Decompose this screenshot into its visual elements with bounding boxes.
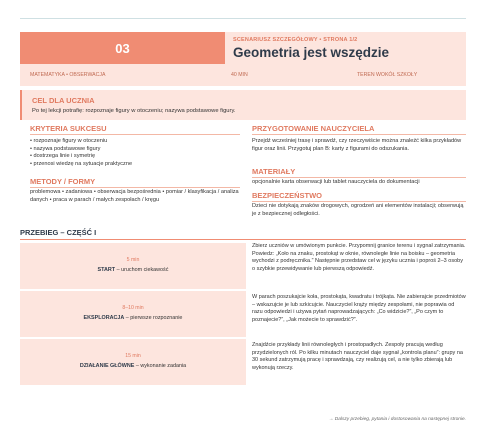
criteria-heading: KRYTERIA SUKCESU [30,124,107,133]
meta-place: TEREN WOKÓŁ SZKOŁY [357,72,418,78]
step-card-exploration [20,291,246,337]
criteria-item: • przenosi wiedzę na sytuacje praktyczne [30,161,240,169]
process-rule [20,239,466,240]
materials-heading: MATERIAŁY [252,167,296,176]
safety-text: Dzieci nie dotykają znaków drogowych, ogrodzeń ani elementów instalacji; obserwują je z bezpiecznej odległości. [252,203,464,217]
step-minutes: 8–10 min [122,305,144,311]
methods-heading: METODY / FORMY [30,177,96,186]
criteria-item: • dostrzega linie i symetrię [30,153,240,161]
goal-text: Po tej lekcji potrafię: rozpoznaje figury w otoczeniu; nazywa podstawowe figury. [32,108,236,114]
prep-text: Przejdź wcześniej trasę i sprawdź, czy rzeczywiście można znaleźć kilka przykładów figur oraz linii. Przygotuj plan B: karty z figurami do odszukania. [252,138,462,152]
top-divider [20,18,466,19]
materials-rule [252,177,466,178]
criteria-item: • nazywa podstawowe figury [30,146,240,154]
criteria-list [30,138,240,168]
header-subtitle: SCENARIUSZ SZCZEGÓŁOWY • STRONA 1/2 [233,37,358,43]
page-title: Geometria jest wszędzie [233,45,390,60]
goal-heading: CEL DLA UCZNIA [32,96,95,105]
process-heading: PRZEBIEG – CZĘŚĆ I [20,228,97,237]
safety-heading: BEZPIECZEŃSTWO [252,191,323,200]
meta-time: 40 MIN [231,72,248,78]
meta-subject: MATEMATYKA • OBSERWACJA [30,72,106,78]
methods-rule [30,187,240,188]
safety-rule [252,201,466,202]
step-card-start [20,243,246,289]
step-description: Zbierz uczniów w umówionym punkcie. Przypomnij granice terenu i sygnał zatrzymania. Powiedz: „Koło na znaku, prostokąt w oknie, równoległe linie na boisku – geometria wychodzi z podręcznika.” Następnie przedstaw cel w języku ucznia i poproś 2–3 osoby o szybkie przewidywanie lub pierwszą odpowiedź. [252,243,466,272]
goal-box [20,90,466,120]
step-minutes: 15 min [125,353,141,359]
step-minutes: 5 min [126,257,140,263]
prep-heading: PRZYGOTOWANIE NAUCZYCIELA [252,124,375,133]
methods-text: problemowa • zadaniowa • obserwacja bezpośrednia • pomiar / klasyfikacja / analiza danych • praca w parach / małych zespołach / kręgu [30,189,239,203]
step-name: START – uruchom ciekawość [97,267,169,273]
step-name: EKSPLORACJA – pierwsze rozpoznanie [83,315,183,321]
step-description: W parach poszukajcie koła, prostokąta, kwadratu i trójkąta. Nie zabierajcie przedmiotów – wskazujcie je lub szkicujcie. Nauczyciel krąży między zespołami, nie poprawia od razu odpowiedzi i używa pytań naprowadzających: „Co widzicie?”, „Po czym to poznajecie?”, „Jak możecie to sprawdzić?”. [252,294,466,323]
step-card-main [20,339,246,385]
footer-note: → Dalszy przebieg, pytania i dostosowania na następnej stronie. [328,417,466,422]
materials-text: opcjonalnie karta obserwacji lub tablet nauczyciela do dokumentacji [252,179,420,185]
step-description: Znajdźcie przykłady linii równoległych i prostopadłych. Zespoły pracują według przydzielonych ról. Po kilku minutach nauczyciel daje sygnał „kontrola planu”: grupy na 30 sekund zatrzymują pracę i sprawdzają, czy realizują cel, a nie tylko zbierają lub wykonują rzeczy. [252,342,463,371]
prep-rule [252,134,466,135]
criteria-item: • rozpoznaje figury w otoczeniu [30,138,240,146]
header-panel [225,32,466,64]
step-name: DZIAŁANIE GŁÓWNE – wykonanie zadania [79,363,187,369]
criteria-rule [30,134,240,135]
scenario-number: 03 [20,32,225,64]
meta-bar [20,64,466,86]
